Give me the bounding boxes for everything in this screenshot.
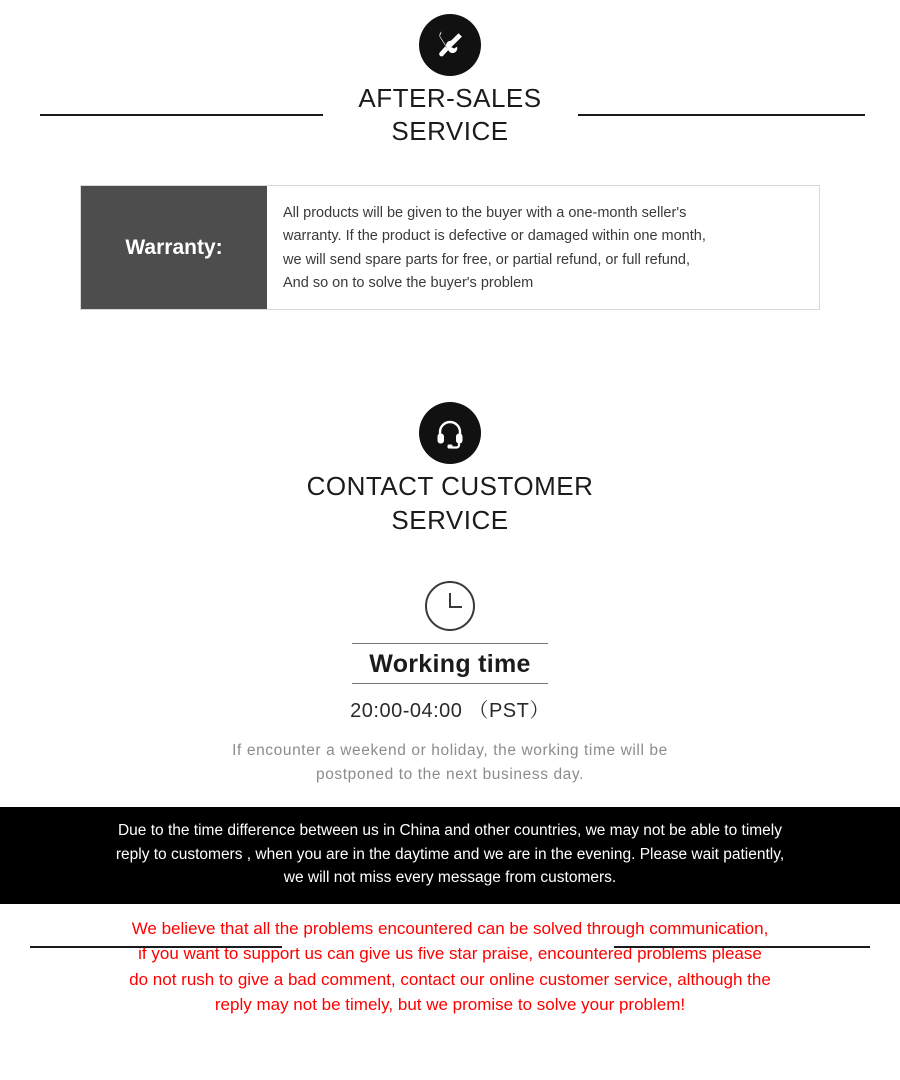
working-time-block: [0, 581, 900, 787]
header-rule-left: [40, 114, 323, 116]
working-time-note: [0, 739, 900, 787]
notice-line2: reply to customers , when you are in the daytime and we are in the evening. Please wait patiently,: [115, 845, 785, 863]
communication-note: [0, 916, 900, 1018]
warranty-text: [267, 186, 819, 310]
warranty-section: [0, 185, 900, 311]
contact-service-header: [0, 388, 900, 537]
after-sales-title-line1: AFTER-SALES: [358, 83, 542, 113]
red-note-line1: We believe that all the problems encountered can be solved through communication,: [131, 918, 769, 938]
contact-rule-right: [614, 946, 870, 948]
clock-hand-horizontal: [450, 606, 462, 608]
after-sales-title-line2: SERVICE: [391, 116, 509, 147]
clock-icon: [425, 581, 475, 631]
warranty-line-4: And so on to solve the buyer's problem: [283, 274, 534, 291]
working-time-hours: 20:00-04:00 （PST）: [350, 700, 550, 722]
contact-title-line1: CONTACT CUSTOMER: [306, 471, 594, 502]
contact-rule-left: [30, 946, 282, 948]
red-note-line2: if you want to support us can give us five star praise, encountered problems please: [138, 944, 762, 964]
contact-title-line2: SERVICE: [391, 504, 509, 535]
headset-icon: [419, 402, 481, 464]
working-note-line2: postponed to the next business day.: [315, 766, 585, 784]
tools-icon: [419, 14, 481, 76]
notice-line3: we will not miss every message from customers.: [283, 869, 617, 887]
warranty-line-2: warranty. If the product is defective or damaged within one month,: [283, 228, 706, 245]
working-time-title: Working time: [352, 643, 548, 684]
warranty-label: Warranty:: [81, 186, 267, 310]
header-rule-right: [578, 114, 865, 116]
warranty-box: [80, 185, 820, 311]
warranty-line-1: All products will be given to the buyer with a one-month seller's: [283, 204, 687, 221]
working-note-line1: If encounter a weekend or holiday, the working time will be: [232, 742, 668, 759]
notice-line1: Due to the time difference between us in China and other countries, we may not be able to timely: [117, 822, 782, 840]
time-difference-notice: [0, 807, 900, 904]
contact-service-title: [0, 470, 900, 537]
red-note-line4: reply may not be timely, but we promise to solve your problem!: [214, 995, 686, 1015]
after-sales-header: [0, 0, 900, 149]
warranty-line-3: we will send spare parts for free, or partial refund, or full refund,: [283, 251, 690, 268]
red-note-line3: do not rush to give a bad comment, contact our online customer service, although the: [129, 969, 771, 989]
